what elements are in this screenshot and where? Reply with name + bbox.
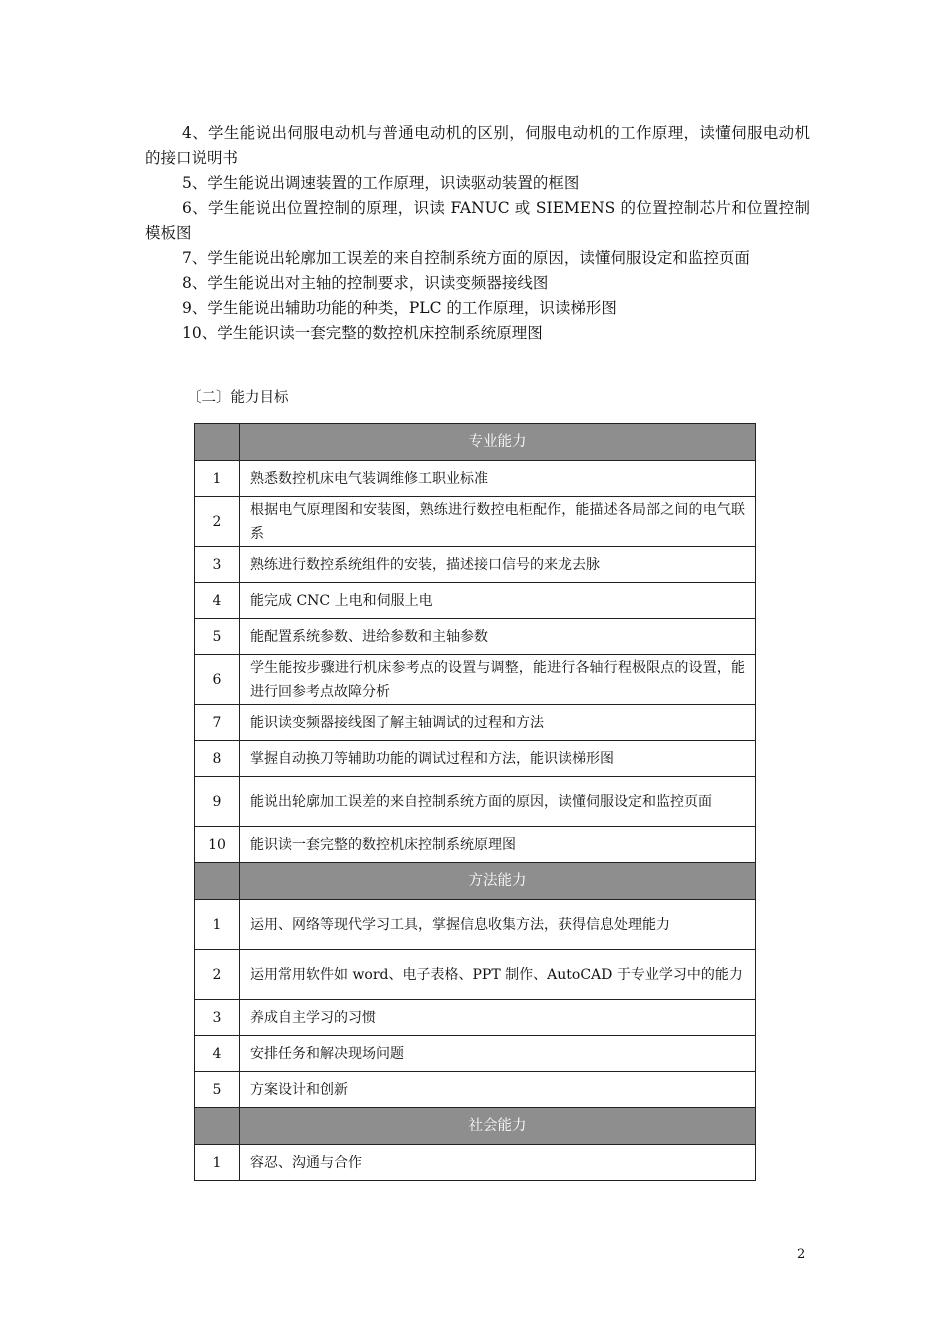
table-row — [195, 1072, 756, 1108]
table-row — [195, 547, 756, 583]
page-number: 2 — [797, 1247, 806, 1262]
table-row — [195, 1036, 756, 1072]
row-number: 8 — [195, 741, 240, 777]
table-row — [195, 950, 756, 1000]
row-number: 2 — [195, 497, 240, 547]
table-row — [195, 583, 756, 619]
section-header-row — [195, 1108, 756, 1145]
row-description: 运用、网络等现代学习工具，掌握信息收集方法，获得信息处理能力 — [240, 900, 756, 950]
table-row — [195, 497, 756, 547]
row-description: 熟悉数控机床电气装调维修工职业标准 — [240, 461, 756, 497]
table-row — [195, 1145, 756, 1181]
row-description: 学生能按步骤进行机床参考点的设置与调整，能进行各轴行程极限点的设置，能进行回参考点故障分析 — [240, 655, 756, 705]
row-description: 熟练进行数控系统组件的安装，描述接口信号的来龙去脉 — [240, 547, 756, 583]
table-row — [195, 741, 756, 777]
row-number: 2 — [195, 950, 240, 1000]
row-number: 3 — [195, 1000, 240, 1036]
row-description: 掌握自动换刀等辅助功能的调试过程和方法，能识读梯形图 — [240, 741, 756, 777]
objective-item: 7、学生能说出轮廓加工误差的来自控制系统方面的原因，读懂伺服设定和监控页面 — [182, 249, 750, 267]
row-description: 能完成 CNC 上电和伺服上电 — [240, 583, 756, 619]
section-subheading: 〔二〕能力目标 — [187, 390, 289, 406]
section-header-row — [195, 863, 756, 900]
objective-item: 5、学生能说出调速装置的工作原理，识读驱动装置的框图 — [182, 174, 580, 192]
objective-item: 4、学生能说出伺服电动机与普通电动机的区别，伺服电动机的工作原理，读懂伺服电动机的接口说明书 — [145, 124, 810, 167]
row-number: 10 — [195, 827, 240, 863]
section-header-blank — [195, 1108, 240, 1145]
section-header-row — [195, 424, 756, 461]
table-row — [195, 777, 756, 827]
row-description: 根据电气原理图和安装图，熟练进行数控电柜配作，能描述各局部之间的电气联系 — [240, 497, 756, 547]
row-description: 方案设计和创新 — [240, 1072, 756, 1108]
table-row — [195, 619, 756, 655]
row-description: 运用常用软件如 word、电子表格、PPT 制作、AutoCAD 于专业学习中的能力 — [240, 950, 756, 1000]
row-number: 1 — [195, 900, 240, 950]
row-number: 7 — [195, 705, 240, 741]
table-row — [195, 655, 756, 705]
row-number: 5 — [195, 619, 240, 655]
objective-item: 8、学生能说出对主轴的控制要求，识读变频器接线图 — [182, 274, 549, 292]
table-row — [195, 900, 756, 950]
table-row — [195, 827, 756, 863]
row-description: 安排任务和解决现场问题 — [240, 1036, 756, 1072]
table-row — [195, 461, 756, 497]
row-number: 9 — [195, 777, 240, 827]
row-number: 4 — [195, 583, 240, 619]
objective-item: 10、学生能识读一套完整的数控机床控制系统原理图 — [182, 324, 543, 342]
row-description: 养成自主学习的习惯 — [240, 1000, 756, 1036]
row-number: 4 — [195, 1036, 240, 1072]
row-number: 1 — [195, 461, 240, 497]
row-description: 能识读一套完整的数控机床控制系统原理图 — [240, 827, 756, 863]
section-title: 专业能力 — [240, 424, 756, 461]
table-row — [195, 705, 756, 741]
ability-table — [194, 423, 756, 1181]
table-row — [195, 1000, 756, 1036]
row-description: 容忍、沟通与合作 — [240, 1145, 756, 1181]
objectives-list — [145, 121, 810, 346]
section-header-blank — [195, 424, 240, 461]
section-title: 社会能力 — [240, 1108, 756, 1145]
row-number: 3 — [195, 547, 240, 583]
row-number: 5 — [195, 1072, 240, 1108]
section-title: 方法能力 — [240, 863, 756, 900]
objective-item: 6、学生能说出位置控制的原理，识读 FANUC 或 SIEMENS 的位置控制芯片和位置控制模板图 — [145, 199, 810, 242]
row-description: 能配置系统参数、进给参数和主轴参数 — [240, 619, 756, 655]
row-number: 6 — [195, 655, 240, 705]
row-description: 能说出轮廓加工误差的来自控制系统方面的原因，读懂伺服设定和监控页面 — [240, 777, 756, 827]
objective-item: 9、学生能说出辅助功能的种类，PLC 的工作原理，识读梯形图 — [182, 299, 617, 317]
section-header-blank — [195, 863, 240, 900]
row-description: 能识读变频器接线图了解主轴调试的过程和方法 — [240, 705, 756, 741]
row-number: 1 — [195, 1145, 240, 1181]
